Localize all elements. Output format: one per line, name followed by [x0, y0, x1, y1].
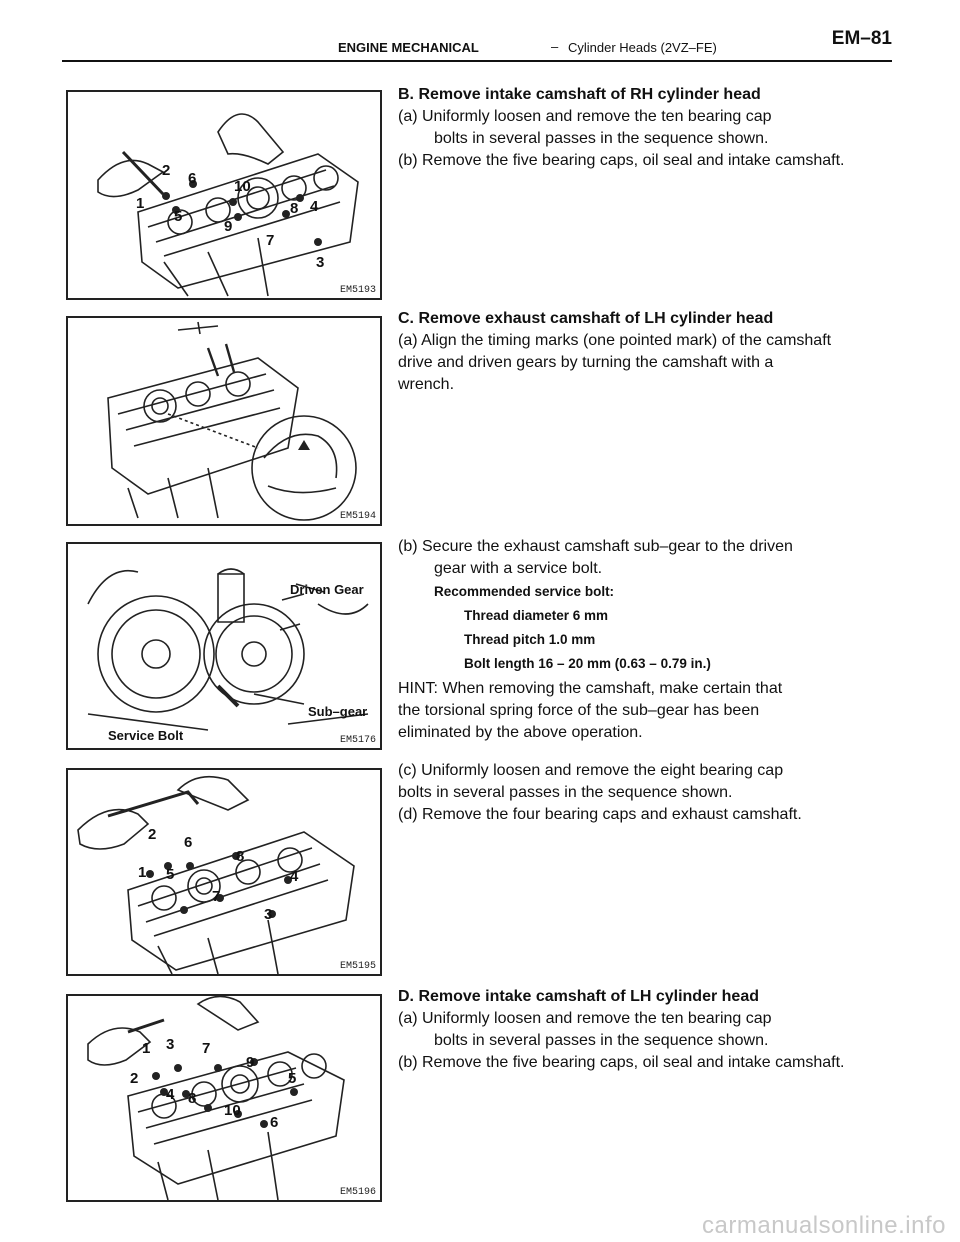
step-c-d: (d) Remove the four bearing caps and exhaust camshaft. — [398, 806, 802, 823]
callout-bolt-6: 6 — [188, 170, 197, 187]
spec-title: Recommended service bolt: — [434, 584, 615, 599]
section-b — [398, 84, 888, 172]
callout-bolt-9: 9 — [224, 218, 233, 235]
callout-bolt-10: 10 — [224, 1102, 241, 1119]
section-c-heading: C. Remove exhaust camshaft of LH cylinder head — [398, 310, 774, 327]
callout-bolt-6: 6 — [184, 834, 193, 851]
step-b-b: (b) Remove the five bearing caps, oil seal and intake camshaft. — [398, 152, 845, 169]
step-d-a-line-2: bolts in several passes in the sequence shown. — [434, 1032, 769, 1049]
step-c-a-line-1: (a) Align the timing marks (one pointed mark) of the camshaft — [398, 332, 832, 349]
watermark: carmanualsonline.info — [702, 1212, 946, 1239]
section-c-steps-c-d — [398, 760, 888, 826]
callout-bolt-5: 5 — [288, 1070, 297, 1087]
figure-code: EM5176 — [339, 735, 376, 746]
callout-bolt-8: 8 — [188, 1090, 197, 1107]
figure-timing-marks — [66, 316, 382, 526]
callout-bolt-4: 4 — [310, 198, 319, 215]
callout-bolt-9: 9 — [246, 1054, 255, 1071]
step-c-c-line-2: bolts in several passes in the sequence shown. — [398, 784, 733, 801]
spec-thread-pitch: Thread pitch 1.0 mm — [464, 632, 596, 647]
callout-bolt-3: 3 — [264, 906, 273, 923]
step-c-a-line-2: drive and driven gears by turning the camshaft with a — [398, 354, 774, 371]
callout-bolt-1: 1 — [138, 864, 147, 881]
callout-bolt-8: 8 — [236, 848, 245, 865]
callout-bolt-10: 10 — [234, 178, 251, 195]
callout-bolt-3: 3 — [166, 1036, 175, 1053]
hint-line-3: eliminated by the above operation. — [398, 724, 643, 741]
step-c-b-line-1: (b) Secure the exhaust camshaft sub–gear to the driven — [398, 538, 793, 555]
callout-bolt-2: 2 — [148, 826, 157, 843]
label-service-bolt: Service Bolt — [108, 728, 184, 743]
callout-bolt-4: 4 — [166, 1086, 175, 1103]
figure-lh-intake-camshaft — [66, 994, 382, 1202]
figure-code: EM5194 — [339, 511, 376, 522]
figure-lh-exhaust-camshaft — [66, 768, 382, 976]
step-d-a-line-1: (a) Uniformly loosen and remove the ten bearing cap — [398, 1010, 772, 1027]
step-b-a-line-1: (a) Uniformly loosen and remove the ten bearing cap — [398, 108, 772, 125]
section-d — [398, 986, 888, 1074]
header-section-title: ENGINE MECHANICAL — [338, 40, 479, 55]
label-driven-gear: Driven Gear — [290, 582, 364, 597]
header-subsection-title: Cylinder Heads (2VZ–FE) — [568, 40, 717, 55]
step-d-b: (b) Remove the five bearing caps, oil seal and intake camshaft. — [398, 1054, 845, 1071]
callout-bolt-7: 7 — [202, 1040, 211, 1057]
header-separator: – — [551, 39, 559, 54]
callout-bolt-4: 4 — [290, 868, 299, 885]
figure-code: EM5193 — [339, 285, 376, 296]
callout-bolt-1: 1 — [136, 195, 145, 212]
hint-line-1: HINT: When removing the camshaft, make certain that — [398, 680, 783, 697]
page-number: EM–81 — [831, 28, 892, 49]
step-c-a-line-3: wrench. — [398, 376, 455, 393]
section-c-step-b — [398, 536, 888, 744]
callout-bolt-7: 7 — [266, 232, 275, 249]
spec-bolt-length: Bolt length 16 – 20 mm (0.63 – 0.79 in.) — [464, 656, 711, 671]
section-c — [398, 308, 888, 396]
callout-bolt-8: 8 — [290, 200, 299, 217]
step-b-a-line-2: bolts in several passes in the sequence shown. — [434, 130, 769, 147]
label-sub-gear: Sub–gear — [308, 704, 368, 719]
figure-code: EM5196 — [339, 1187, 376, 1198]
callout-bolt-5: 5 — [166, 866, 175, 883]
header-rule — [62, 60, 892, 62]
illustration-cylinder-head-lh-intake — [68, 996, 380, 1200]
callout-bolt-1: 1 — [142, 1040, 151, 1057]
callout-bolt-6: 6 — [270, 1114, 279, 1131]
figure-code: EM5195 — [339, 961, 376, 972]
section-b-heading: B. Remove intake camshaft of RH cylinder head — [398, 86, 761, 103]
callout-bolt-2: 2 — [162, 162, 171, 179]
callout-bolt-5: 5 — [174, 208, 183, 225]
figure-rh-intake-camshaft — [66, 90, 382, 300]
hint-line-2: the torsional spring force of the sub–gear has been — [398, 702, 760, 719]
section-d-heading: D. Remove intake camshaft of LH cylinder head — [398, 988, 759, 1005]
page-header — [62, 26, 892, 62]
step-c-b-line-2: gear with a service bolt. — [434, 560, 603, 577]
illustration-cylinder-head-rh — [68, 92, 380, 298]
spec-thread-diameter: Thread diameter 6 mm — [464, 608, 609, 623]
callout-bolt-3: 3 — [316, 254, 325, 271]
figure-service-bolt — [66, 542, 382, 750]
illustration-timing-marks — [68, 318, 380, 524]
illustration-cylinder-head-lh-exhaust — [68, 770, 380, 974]
callout-bolt-2: 2 — [130, 1070, 139, 1087]
step-c-c-line-1: (c) Uniformly loosen and remove the eight bearing cap — [398, 762, 784, 779]
callout-bolt-7: 7 — [212, 888, 221, 905]
